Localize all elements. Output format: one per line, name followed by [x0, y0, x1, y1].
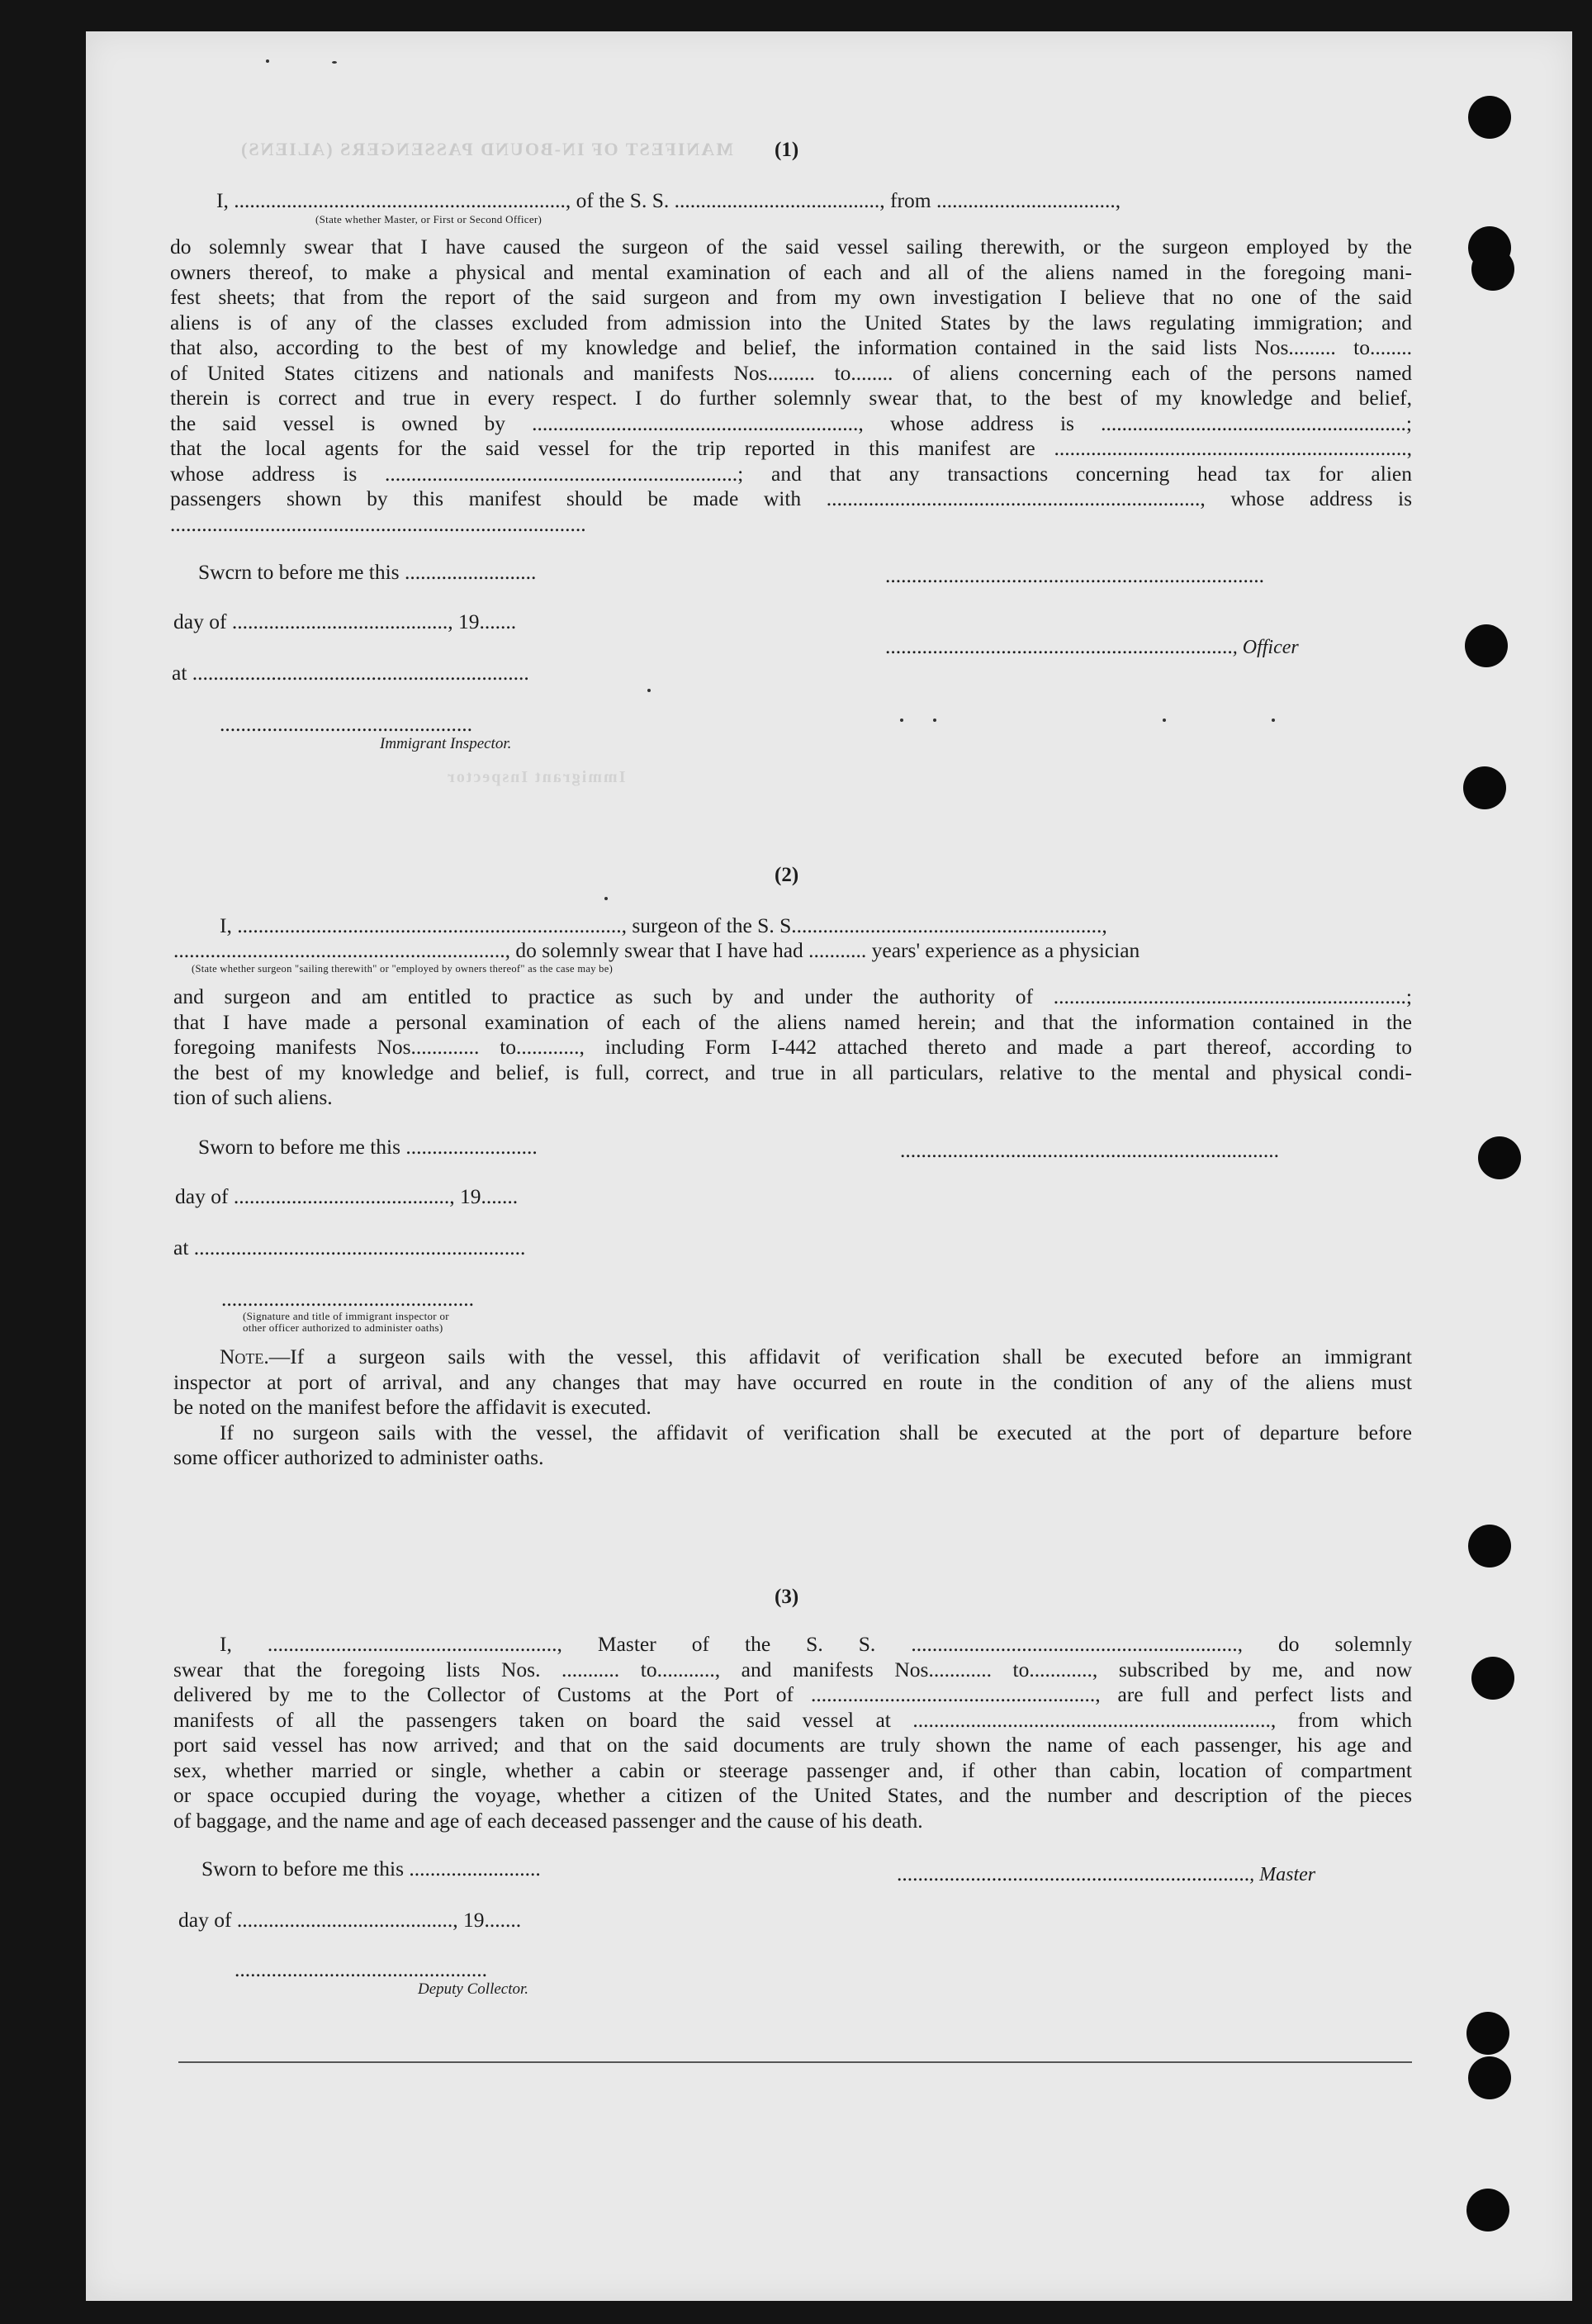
note-line: inspector at port of arrival, and any changes that may have occurred en route in the condition of any of the aliens must	[173, 1369, 1412, 1394]
bottom-rule	[178, 2061, 1412, 2063]
sworn-date-field[interactable]: .........................	[404, 560, 537, 584]
binder-hole	[1471, 1657, 1514, 1700]
vessel-name-field[interactable]: .......................................	[674, 188, 880, 212]
oath-line: therein is correct and true in every respect. I do further solemnly swear that, to the best of my knowledge and belief,	[170, 386, 1412, 410]
section-3-sworn-line: Sworn to before me this .........................	[201, 1857, 541, 1881]
sworn-date-field[interactable]: .........................	[409, 1857, 541, 1881]
years-experience-field[interactable]: ...........	[808, 938, 867, 962]
oath-line: manifests of all the passengers taken on board the said vessel at ...................................................................., from which	[173, 1707, 1412, 1732]
note-line: If no surgeon sails with the vessel, the affidavit of verification shall be executed at the port of departure before	[220, 1420, 1412, 1444]
officer-signature-line-top[interactable]: ........................................................................	[885, 563, 1264, 587]
oath-line: that I have made a personal examination of each of the aliens named herein; and that the information contained in the	[173, 1009, 1412, 1034]
paper-speck	[1272, 719, 1275, 722]
oath-line: or space occupied during the voyage, whether a citizen of the United States, and the number and description of the pieces	[173, 1783, 1412, 1807]
label-i: I,	[216, 188, 235, 212]
section-2-first-line: I, ........................................................................., surgeon of the S. S...........................................................,	[220, 913, 1107, 937]
oath-line: passengers shown by this manifest should be made with ......................................................................., whose address is	[170, 486, 1412, 510]
vessel-name-field[interactable]: ..........................................................	[796, 913, 1102, 937]
month-field[interactable]: .........................................	[231, 609, 448, 633]
oath-line: swear that the foregoing lists Nos. ........... to..........., and manifests Nos............ to............, subscribed by me, and now	[173, 1657, 1412, 1681]
section-2-at-line: at ...............................................................	[173, 1236, 526, 1259]
officer-rank-hint: (State whether Master, or First or Second Officer)	[315, 213, 543, 225]
surgeon-name-field[interactable]: .........................................................................	[237, 913, 622, 937]
paper-speck	[266, 59, 269, 63]
binder-hole	[1466, 2189, 1509, 2232]
oath-line: ...............................................................................	[170, 511, 586, 536]
section-1-at-line: at ................................................................	[172, 661, 529, 685]
signature-caption: other officer authorized to administer oaths)	[243, 1321, 443, 1334]
oath-line: of United States citizens and nationals and manifests Nos......... to........ of aliens concerning each of the persons named	[170, 360, 1412, 385]
place-field[interactable]: ...............................................................	[193, 1236, 526, 1259]
oath-line: and surgeon and am entitled to practice as such by and under the authority of ...................................................................;	[173, 984, 1412, 1008]
month-field[interactable]: .........................................	[233, 1184, 450, 1208]
section-1-sworn-line: Swcrn to before me this .........................	[198, 560, 537, 584]
officer-caption: , Officer	[1232, 637, 1299, 658]
bleed-through-stamp: Immigrant Inspector	[446, 768, 626, 786]
label-of-ss: , of the S. S.	[565, 188, 675, 212]
section-3-oath-text	[173, 1632, 1412, 1833]
oath-line: I, ......................................................., Master of the S. S. .............................................................., do solemnly	[220, 1632, 1412, 1656]
section-1-oath-text	[170, 235, 1412, 537]
section-2-oath-text	[173, 984, 1412, 1111]
binder-hole	[1463, 766, 1506, 809]
signature-caption: (Signature and title of immigrant inspector or	[243, 1310, 449, 1322]
note-line: Note.—If a surgeon sails with the vessel, this affidavit of verification shall be executed before an immigrant	[220, 1345, 1412, 1368]
master-caption: , Master	[1249, 1864, 1316, 1885]
inspector-caption: Immigrant Inspector.	[380, 735, 512, 752]
section-2-day-line: day of ........................................., 19.......	[175, 1184, 519, 1208]
paper-speck	[1163, 719, 1166, 722]
officer-signature-line[interactable]: .................................................................., Officer	[885, 634, 1299, 658]
year-field[interactable]: .......	[484, 1908, 522, 1932]
oath-line: sex, whether married or single, whether a cabin or steerage passenger and, if other than cabin, location of compartment	[173, 1757, 1412, 1782]
place-field[interactable]: ................................................................	[192, 661, 529, 685]
officer-name-field[interactable]: ...............................................................	[234, 188, 566, 212]
oath-line: that the local agents for the said vessel for the trip reported in this manifest are ...................................................................,	[170, 436, 1412, 460]
oath-line: of baggage, and the name and age of each deceased passenger and the cause of his death.	[173, 1808, 923, 1833]
section-2-number: (2)	[775, 864, 799, 886]
label-from: , from	[879, 188, 936, 212]
bleed-through-heading: MANIFEST OF IN-BOUND PASSENGERS (ALIENS)	[239, 139, 733, 159]
deputy-signature-line[interactable]: ................................................	[235, 1957, 487, 1981]
note-line: be noted on the manifest before the affidavit is executed.	[173, 1395, 651, 1419]
binder-hole	[1468, 2056, 1511, 2099]
paper-speck	[604, 897, 608, 900]
section-1-day-line: day of ........................................., 19.......	[173, 609, 517, 633]
paper-speck	[933, 719, 936, 722]
binder-hole	[1471, 248, 1514, 291]
month-field[interactable]: .........................................	[236, 1908, 453, 1932]
section-2-second-line: ..............................................................., do solemnly swear that I have had ........... years' experience as a physician	[173, 938, 1140, 962]
section-1-number: (1)	[775, 139, 799, 161]
master-signature-line[interactable]: ..................................................................., Master	[897, 1862, 1316, 1885]
paper-speck	[900, 719, 903, 722]
oath-line: that also, according to the best of my knowledge and belief, the information contained in the said lists Nos......... to........	[170, 335, 1412, 359]
note-label: Note.	[220, 1345, 269, 1368]
section-2-sworn-line: Sworn to before me this .........................	[198, 1135, 538, 1159]
sworn-date-field[interactable]: .........................	[405, 1135, 538, 1159]
deputy-caption: Deputy Collector.	[418, 1980, 529, 1998]
surgeon-status-hint: (State whether surgeon "sailing therewith" or "employed by owners thereof" as the case may be)	[192, 963, 614, 975]
port-from-field[interactable]: ..................................	[936, 188, 1116, 212]
surgeon-status-field[interactable]: ...............................................................	[173, 938, 505, 962]
paper-speck	[332, 61, 337, 64]
section-3-day-line: day of ........................................., 19.......	[178, 1908, 522, 1932]
oath-line: do solemnly swear that I have caused the surgeon of the said vessel sailing therewith, or the surgeon employed by the	[170, 235, 1412, 258]
oath-line: whose address is ...................................................................; and that any transactions concerning head tax for alien	[170, 461, 1412, 486]
oath-line: owners thereof, to make a physical and mental examination of each and all of the aliens named in the foregoing mani-	[170, 259, 1412, 284]
binder-hole	[1468, 1525, 1511, 1568]
inspector-signature-line[interactable]: ................................................	[221, 1287, 474, 1311]
oath-line: port said vessel has now arrived; and that on the said documents are truly shown the name of each passenger, his age and	[173, 1733, 1412, 1757]
oath-line: tion of such aliens.	[173, 1085, 333, 1109]
year-field[interactable]: .......	[481, 1184, 519, 1208]
paper-speck	[647, 689, 651, 692]
binder-hole	[1465, 624, 1508, 667]
oath-line: the said vessel is owned by .............................................................., whose address is ..........................................................;	[170, 410, 1412, 435]
binder-hole	[1468, 96, 1511, 139]
oath-line: aliens is of any of the classes excluded from admission into the United States by the laws regulating immigration; and	[170, 310, 1412, 334]
section-3-number: (3)	[775, 1586, 799, 1608]
oath-line: the best of my knowledge and belief, is full, correct, and true in all particulars, relative to the mental and physical condi-	[173, 1060, 1412, 1084]
binder-hole	[1478, 1136, 1521, 1179]
surgeon-signature-line[interactable]: ........................................................................	[900, 1138, 1279, 1162]
binder-hole	[1466, 2012, 1509, 2055]
oath-line: foregoing manifests Nos............. to............, including Form I-442 attached thereto and made a part thereof, according to	[173, 1035, 1412, 1059]
inspector-signature-line[interactable]: ................................................	[220, 712, 472, 736]
note-line: some officer authorized to administer oaths.	[173, 1445, 544, 1469]
note-block	[173, 1345, 1412, 1471]
oath-line: fest sheets; that from the report of the said surgeon and from my own investigation I believe that no one of the said	[170, 285, 1412, 309]
oath-line: delivered by me to the Collector of Customs at the Port of ......................................................, are full and perfect lists and	[173, 1682, 1412, 1706]
year-field[interactable]: .......	[479, 609, 517, 633]
section-1-first-line: I, ..............................................................., of the S. S. ......................................., from ..................................,	[216, 188, 1121, 212]
